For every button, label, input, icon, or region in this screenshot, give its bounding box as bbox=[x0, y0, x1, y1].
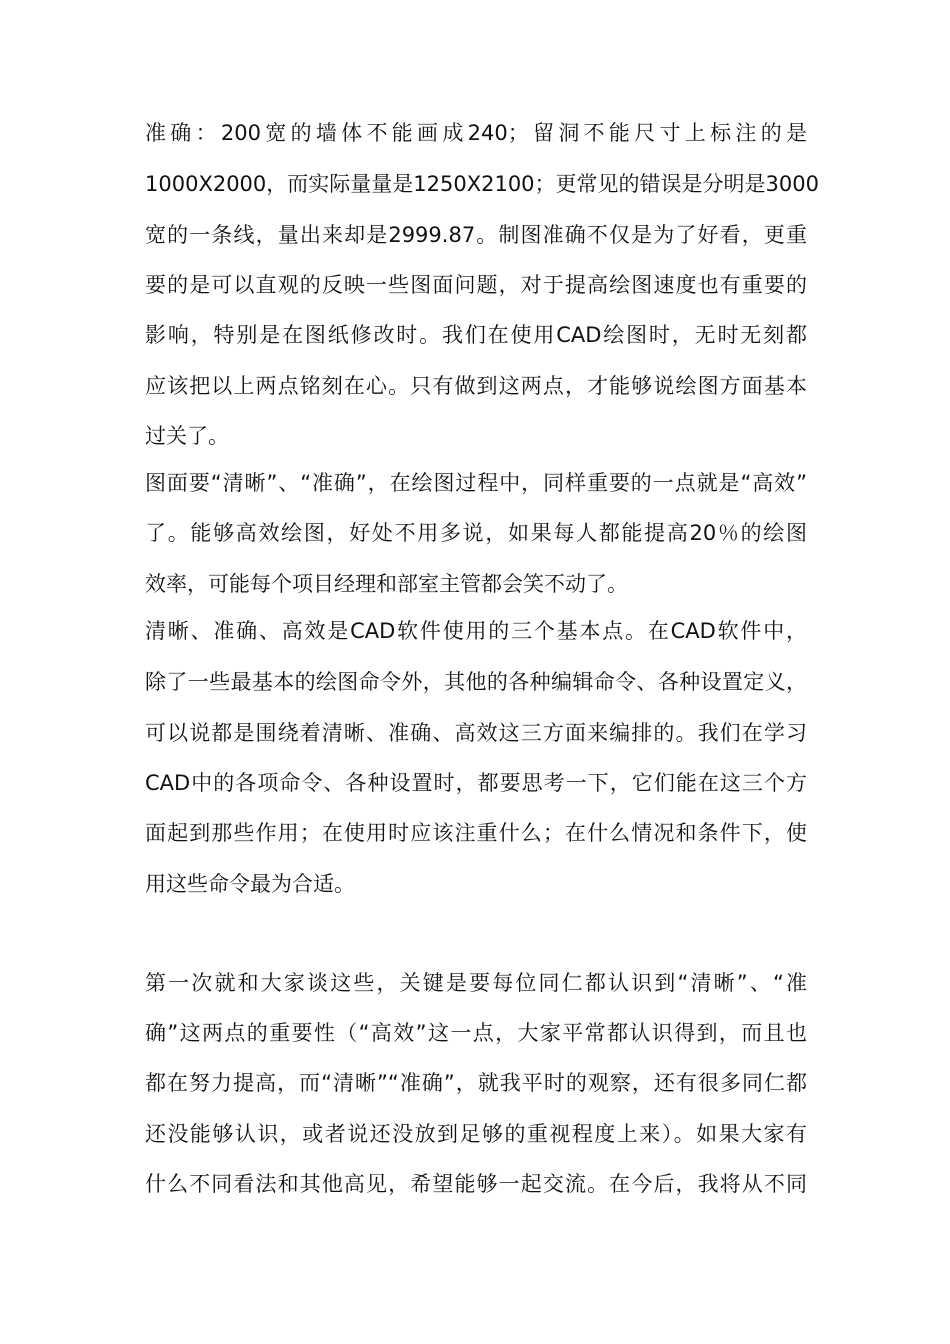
paragraph-1-line-5: 影响，特别是在图纸修改时。我们在使用CAD绘图时，无时无刻都 bbox=[145, 323, 807, 347]
paragraph-1-line-7: 过关了。 bbox=[145, 424, 229, 448]
paragraph-1-line-2: 1000X2000，而实际量量是1250X2100；更常见的错误是分明是3000 bbox=[145, 172, 819, 196]
paragraph-3-line-2: 除了一些最基本的绘图命令外，其他的各种编辑命令、各种设置定义， bbox=[145, 670, 807, 694]
paragraph-1-line-4: 要的是可以直观的反映一些图面问题，对于提高绘图速度也有重要的 bbox=[145, 273, 807, 297]
paragraph-2-line-3: 效率，可能每个项目经理和部室主管都会笑不动了。 bbox=[145, 572, 628, 596]
paragraph-4-line-1: 第一次就和大家谈这些，关键是要每位同仁都认识到“清晰”、“准 bbox=[145, 971, 807, 995]
paragraph-3-line-5: 面起到那些作用；在使用时应该注重什么；在什么情况和条件下，使 bbox=[145, 821, 807, 845]
paragraph-3-line-1: 清晰、准确、高效是CAD软件使用的三个基本点。在CAD软件中， bbox=[145, 619, 807, 643]
paragraph-4-line-2: 确”这两点的重要性（“高效”这一点，大家平常都认识得到，而且也 bbox=[145, 1021, 807, 1045]
paragraph-4-line-3: 都在努力提高，而“清晰”“准确”，就我平时的观察，还有很多同仁都 bbox=[145, 1071, 807, 1095]
paragraph-4-line-5: 什么不同看法和其他高见，希望能够一起交流。在今后，我将从不同 bbox=[145, 1172, 807, 1196]
paragraph-3-line-3: 可以说都是围绕着清晰、准确、高效这三方面来编排的。我们在学习 bbox=[145, 721, 807, 745]
paragraph-2-line-2: 了。能够高效绘图，好处不用多说，如果每人都能提高20％的绘图 bbox=[145, 521, 807, 545]
paragraph-3-line-6: 用这些命令最为合适。 bbox=[145, 872, 355, 896]
paragraph-2-line-1: 图面要“清晰”、“准确”，在绘图过程中，同样重要的一点就是“高效” bbox=[145, 471, 807, 495]
paragraph-4-line-4: 还没能够认识，或者说还没放到足够的重视程度上来）。如果大家有 bbox=[145, 1122, 807, 1146]
paragraph-1-line-1: 准确：200宽的墙体不能画成240；留洞不能尺寸上标注的是 bbox=[145, 121, 807, 145]
paragraph-1-line-6: 应该把以上两点铭刻在心。只有做到这两点，才能够说绘图方面基本 bbox=[145, 374, 807, 398]
paragraph-3-line-4: CAD中的各项命令、各种设置时，都要思考一下，它们能在这三个方 bbox=[145, 771, 807, 795]
paragraph-1-line-3: 宽的一条线，量出来却是2999.87。制图准确不仅是为了好看，更重 bbox=[145, 223, 807, 247]
